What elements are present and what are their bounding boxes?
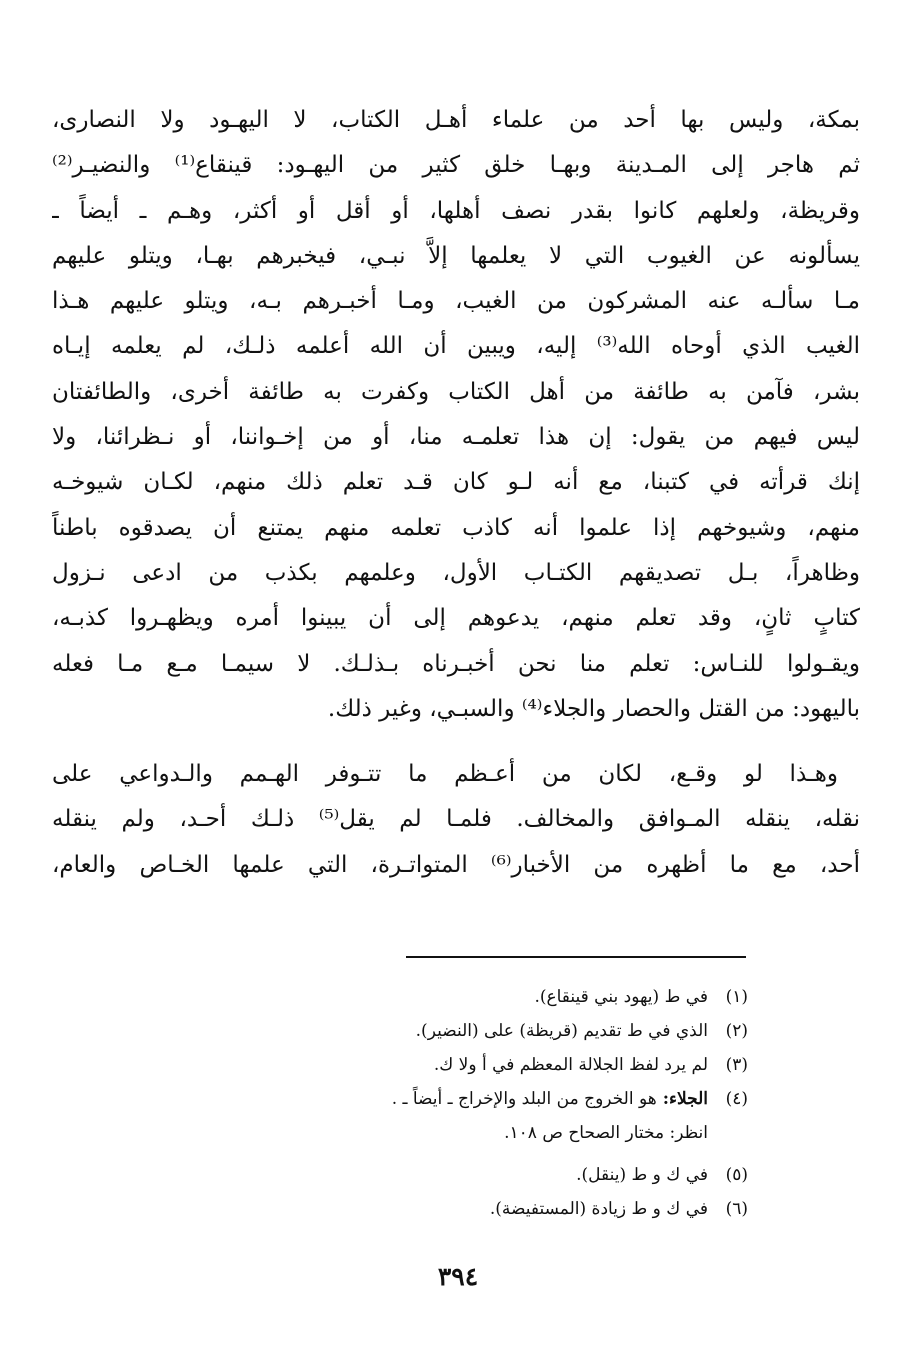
footnote-text: لم يرد لفظ الجلالة المعظم في أ ولا ك. [433, 1055, 708, 1075]
text-line: بشر، فآمن به طائفة من أهل الكتاب وكفرت به طائفة أخرى، والطائفتان [52, 378, 860, 405]
footnote-text: في ك و ط زيادة (المستفيضة). [489, 1199, 708, 1219]
footnote-text: الذي في ط تقديم (قريظة) على (النضير). [415, 1021, 708, 1041]
page-number: ٣٩٤ [437, 1262, 479, 1291]
text-line: مـا سألـه عنه المشركون من الغيب، ومـا أخبـرهم بـه، ويتلو عليهم هـذا [52, 288, 860, 315]
paragraph-2 [52, 752, 860, 888]
text-line: ثم هاجر إلى المـدينة وبهـا خلق كثير من اليهـود: قينقاع⁽¹⁾ والنضيـر⁽²⁾ [52, 152, 860, 179]
footnote-1 [188, 980, 748, 1014]
text-line: الغيب الذي أوحاه الله⁽³⁾ إليه، ويبين أن الله أعلمه ذلـك، لم يعلمه إيـاه [52, 333, 860, 360]
footnotes [188, 980, 748, 1226]
text-line: وظاهراً، بـل تصديقهم الكتـاب الأول، وعلمهم بكذب من ادعى نـزول [52, 559, 860, 586]
footnote-number: (١) [725, 987, 748, 1007]
footnote-number: (٤) [725, 1089, 748, 1109]
text-line: بمكة، وليس بها أحد من علماء أهـل الكتاب، لا اليهـود ولا النصارى، [52, 107, 860, 133]
paragraph-gap [52, 732, 860, 752]
footnote-term: الجلاء: [662, 1089, 708, 1109]
text-line: نقله، ينقله المـوافق والمخالف. فلمـا لم يقل⁽⁵⁾ ذلـك أحـد، ولم ينقله [52, 806, 860, 833]
footnote-text: في ك و ط (ينقل). [576, 1165, 708, 1185]
footnote-number: (٢) [725, 1021, 748, 1041]
paragraph-1 [52, 98, 860, 732]
text-line: يسألونه عن الغيوب التي لا يعلمها إلاَّ نبـي، فيخبرهم بهـا، ويتلو عليهم [52, 242, 860, 269]
footnote-number: (٣) [725, 1055, 748, 1075]
text-line: أحد، مع ما أظهره من الأخبار⁽⁶⁾ المتواتـرة، التي علمها الخـاص والعام، [52, 851, 860, 878]
footnote-4-continuation: انظر: مختار الصحاح ص ١٠٨. [504, 1123, 708, 1143]
text-line: إنك قرأته في كتبنا، مع أنه لـو كان قـد تعلم ذلك منهم، لكـان شيوخـه [52, 469, 860, 496]
footnote-text: هو الخروج من البلد والإخراج ـ أيضاً ـ . [391, 1089, 657, 1109]
main-text [52, 98, 860, 888]
footnote-number: (٥) [725, 1165, 748, 1185]
footnote-6 [188, 1192, 748, 1226]
text-line: ليس فيهم من يقول: إن هذا تعلمـه منا، أو من إخـواننا، أو نـظرائنا، ولا [52, 424, 860, 451]
text-line: منهم، وشيوخهم إذا علموا أنه كاذب تعلمه منهم يمتنع أن يصدقوه باطناً [52, 514, 860, 541]
text-line: وهـذا لو وقـع، لكان من أعـظم ما تتـوفر الهـمم والـدواعي على [52, 761, 838, 788]
text-line: ويقـولوا للنـاس: تعلم منا نحن أخبـرناه بـذلـك. لا سيمـا مـع مـا فعله [52, 650, 860, 677]
footnote-4 [188, 1082, 748, 1116]
footnote-number: (٦) [725, 1199, 748, 1219]
text-line: كتابٍ ثانٍ، وقد تعلم منهم، يدعوهم إلى أن يبينوا أمره ويظهـروا كذبـه، [52, 605, 860, 632]
footnote-text: في ط (يهود بني قينقاع). [534, 987, 708, 1007]
text-line: باليهود: من القتل والحصار والجلاء⁽⁴⁾ والسبـي، وغير ذلك. [327, 695, 860, 722]
footnote-5 [188, 1158, 748, 1192]
footnote-gap [188, 1150, 748, 1158]
footnote-3 [188, 1048, 748, 1082]
footnote-divider [406, 956, 746, 958]
text-line: وقريظة، ولعلهم كانوا بقدر نصف أهلها، أو أقل أو أكثر، وهـم ـ أيضاً ـ [52, 197, 860, 224]
footnote-2 [188, 1014, 748, 1048]
